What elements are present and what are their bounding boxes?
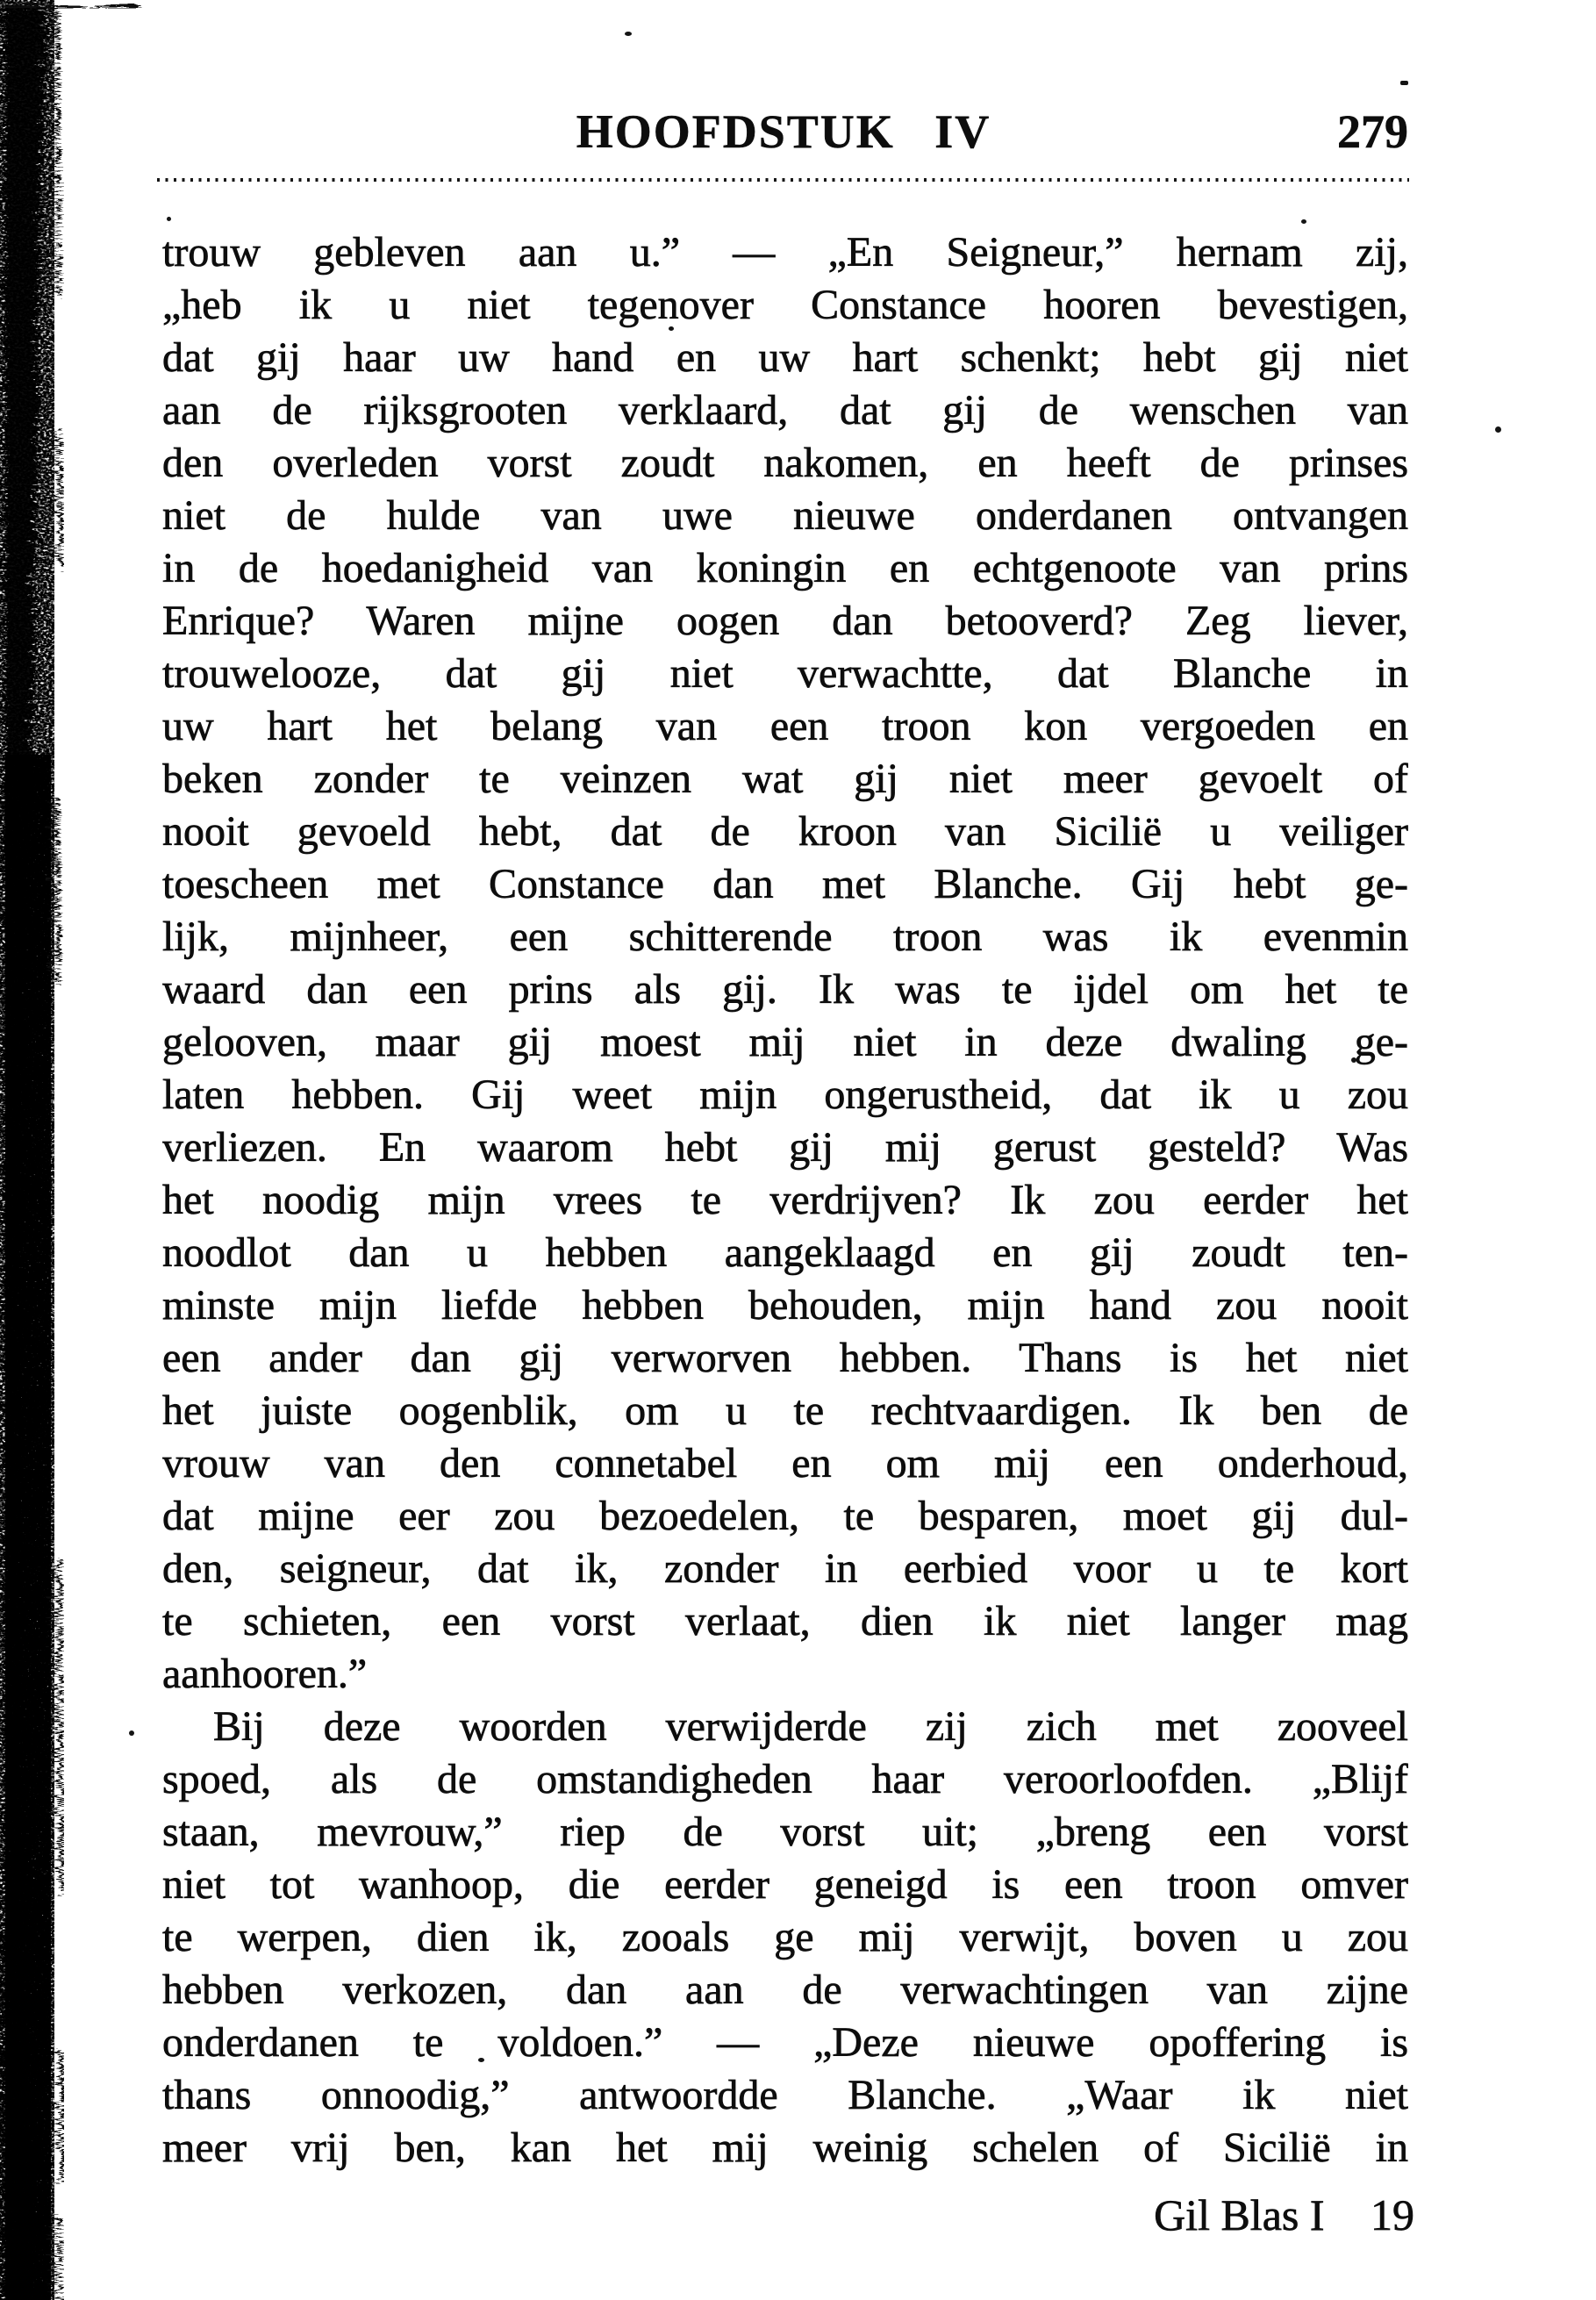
text-line: den, seigneur, dat ik, zonder in eerbied voor u te kort xyxy=(162,1545,1408,1592)
text-line: het juiste oogenblik, om u te rechtvaardigen. Ik ben de xyxy=(162,1387,1408,1434)
text-line: dat gij haar uw hand en uw hart schenkt; hebt gij niet xyxy=(162,334,1408,381)
text-line: Enrique? Waren mijne oogen dan betooverd? Zeg liever, xyxy=(162,598,1408,644)
text-line: laten hebben. Gij weet mijn ongerustheid, dat ik u zou xyxy=(162,1071,1408,1118)
text-line: hebben verkozen, dan aan de verwachtingen van zijne xyxy=(162,1967,1408,2013)
signature-number: 19 xyxy=(1371,2190,1414,2239)
text-line: meer vrij ben, kan het mij weinig schelen of Sicilië in xyxy=(162,2124,1408,2171)
text-line: staan, mevrouw,” riep de vorst uit; „breng een vorst xyxy=(162,1809,1408,1855)
text-line: een ander dan gij verworven hebben. Thans is het niet xyxy=(162,1335,1408,1381)
page-header xyxy=(159,107,1408,161)
text-line: dat mijne eer zou bezoedelen, te besparen, moet gij dul- xyxy=(162,1493,1408,1539)
text-line: minste mijn liefde hebben behouden, mijn hand zou nooit xyxy=(162,1282,1408,1329)
dotted-rule xyxy=(157,178,1409,182)
text-line: den overleden vorst zoudt nakomen, en heeft de prinses xyxy=(162,440,1408,486)
text-line: trouw gebleven aan u.” — „En Seigneur,” hernam zij, xyxy=(162,229,1408,276)
text-line: lijk, mijnheer, een schitterende troon was ik evenmin xyxy=(162,914,1408,960)
text-line: thans onnoodig,” antwoordde Blanche. „Waar ik niet xyxy=(162,2072,1408,2118)
text-line: te werpen, dien ik, zooals ge mij verwijt, boven u zou xyxy=(162,1914,1408,1960)
scan-speck xyxy=(1495,426,1501,433)
text-line: spoed, als de omstandigheden haar veroorloofden. „Blijf xyxy=(162,1756,1408,1802)
signature-title: Gil Blas I xyxy=(1154,2190,1325,2239)
text-line: onderdanen te voldoen.” — „Deze nieuwe opoffering is xyxy=(162,2019,1408,2066)
text-line: aan de rijksgrooten verklaard, dat gij de wenschen van xyxy=(162,387,1408,433)
scan-speck xyxy=(129,1730,134,1736)
scan-speck xyxy=(167,217,171,221)
page-footer xyxy=(159,2192,1414,2238)
text-line: trouwelooze, dat gij niet verwachtte, dat Blanche in xyxy=(162,650,1408,697)
text-line: het noodig mijn vrees te verdrijven? Ik zou eerder het xyxy=(162,1177,1408,1223)
scan-speck xyxy=(1301,219,1306,224)
text-line: verliezen. En waarom hebt gij mij gerust gesteld? Was xyxy=(162,1124,1408,1171)
scan-speck xyxy=(625,32,632,36)
text-line: aanhooren.” xyxy=(162,1651,368,1697)
text-line: in de hoedanigheid van koningin en echtgenoote van prins xyxy=(162,545,1408,591)
page-number: 279 xyxy=(1337,105,1408,158)
text-line: beken zonder te veinzen wat gij niet meer gevoelt of xyxy=(162,756,1408,802)
text-line: niet de hulde van uwe nieuwe onderdanen ontvangen xyxy=(162,492,1408,539)
text-line: toescheen met Constance dan met Blanche. Gij hebt ge- xyxy=(162,861,1408,907)
text-line: uw hart het belang van een troon kon vergoeden en xyxy=(162,703,1408,749)
text-line: noodlot dan u hebben aangeklaagd en gij zoudt ten- xyxy=(162,1229,1408,1276)
text-line: „heb ik u niet tegenover Constance hooren bevestigen, xyxy=(162,282,1408,328)
scan-gutter-artifact xyxy=(0,0,149,2300)
text-line: vrouw van den connetabel en om mij een onderhoud, xyxy=(162,1440,1408,1487)
chapter-title: HOOFDSTUK IV xyxy=(576,105,991,158)
text-line: nooit gevoeld hebt, dat de kroon van Sicilië u veiliger xyxy=(162,808,1408,855)
body-text xyxy=(162,226,1408,2175)
text-line: Bij deze woorden verwijderde zij zich met zooveel xyxy=(213,1703,1408,1750)
text-line: gelooven, maar gij moest mij niet in deze dwaling ge- xyxy=(162,1019,1408,1065)
text-line: te schieten, een vorst verlaat, dien ik niet langer mag xyxy=(162,1598,1408,1644)
text-line: waard dan een prins als gij. Ik was te ijdel om het te xyxy=(162,966,1408,1013)
text-line: niet tot wanhoop, die eerder geneigd is een troon omver xyxy=(162,1861,1408,1908)
scan-speck xyxy=(1400,81,1408,85)
